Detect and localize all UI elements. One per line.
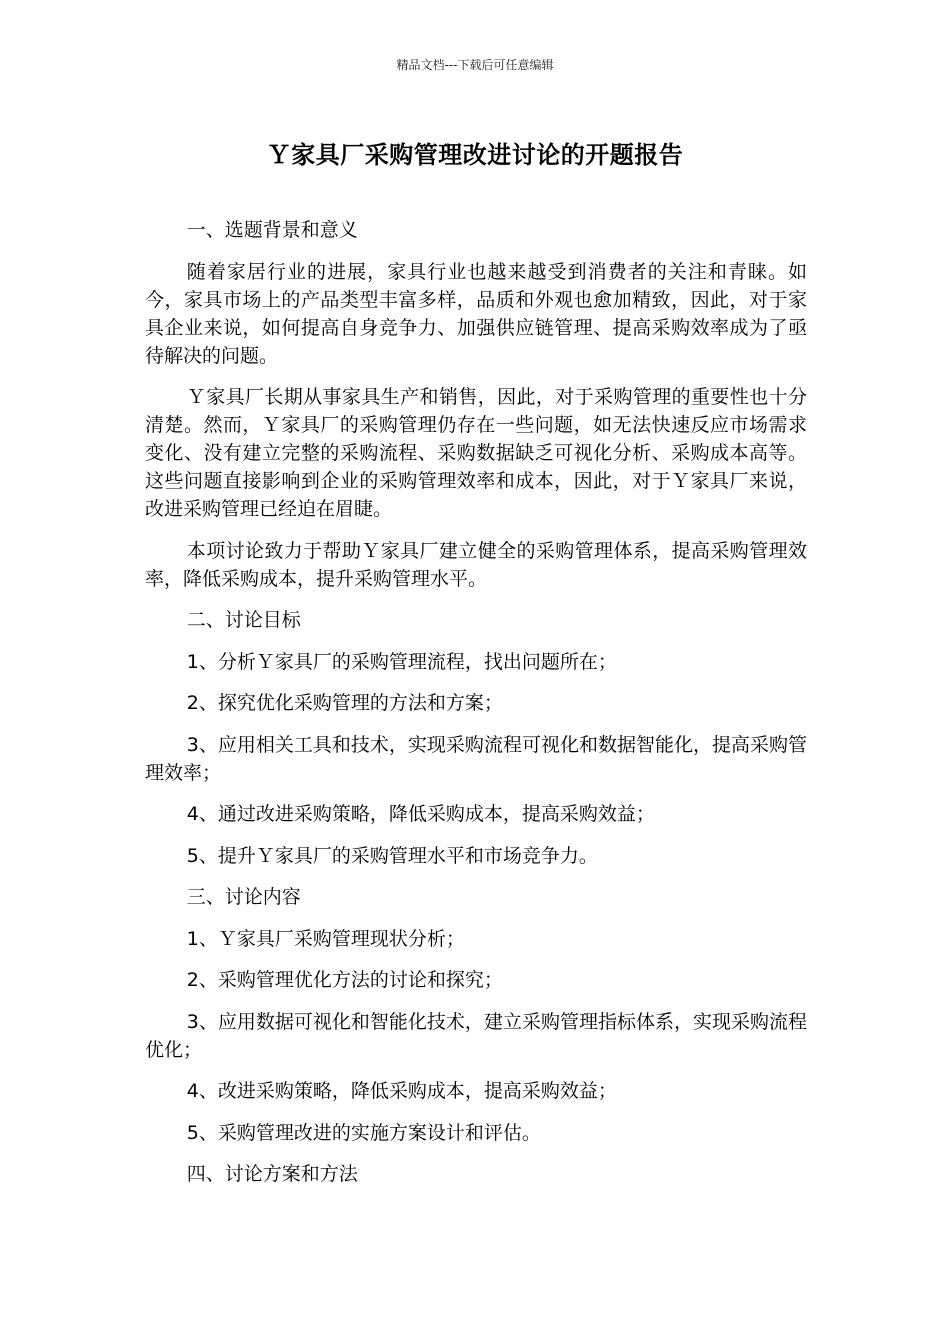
content-item-4: 4、改进采购策略，降低采购成本，提高采购效益； <box>186 1080 617 1102</box>
content-item-2: 2、采购管理优化方法的讨论和探究； <box>186 969 503 991</box>
paragraph-research-purpose: 本项讨论致力于帮助Ｙ家具厂建立健全的采购管理体系，提高采购管理效率，降低采购成本，提升采购管理水平。 <box>145 539 807 590</box>
section-heading-content: 三、讨论内容 <box>186 886 301 908</box>
page-header: 精品文档---下载后可任意编辑 <box>396 58 554 72</box>
document-title: Ｙ家具厂采购管理改进讨论的开题报告 <box>266 141 684 169</box>
paragraph-company-problems: Ｙ家具厂长期从事家具生产和销售，因此，对于采购管理的重要性也十分清楚。然而，Ｙ家具厂的采购管理仍存在一些问题，如无法快速反应市场需求变化、没有建立完整的采购流程、采购数据缺乏可视化分析、采购成本高等。这些问题直接影响到企业的采购管理效率和成本，因此，对于Ｙ家具厂来说，改进采购管理已经迫在眉睫。 <box>145 386 807 520</box>
objective-item-1: 1、分析Ｙ家具厂的采购管理流程，找出问题所在； <box>186 650 617 673</box>
section-heading-objectives: 二、讨论目标 <box>186 609 301 631</box>
objective-item-5: 5、提升Ｙ家具厂的采购管理水平和市场竞争力。 <box>186 844 598 867</box>
content-item-5: 5、采购管理改进的实施方案设计和评估。 <box>186 1121 541 1144</box>
content-item-3: 3、应用数据可视化和智能化技术，建立采购管理指标体系，实现采购流程优化； <box>145 1010 807 1061</box>
section-heading-methods: 四、讨论方案和方法 <box>186 1163 358 1185</box>
objective-item-3: 3、应用相关工具和技术，实现采购流程可视化和数据智能化，提高采购管理效率； <box>145 733 807 784</box>
document-body <box>145 216 807 1202</box>
objective-item-4: 4、通过改进采购策略，降低采购成本，提高采购效益； <box>186 803 655 825</box>
objective-item-2: 2、探究优化采购管理的方法和方案； <box>186 692 503 714</box>
section-heading-background: 一、选题背景和意义 <box>186 219 358 241</box>
paragraph-industry-context: 随着家居行业的进展，家具行业也越来越受到消费者的关注和青睐。如今，家具市场上的产品类型丰富多样，品质和外观也愈加精致，因此，对于家具企业来说，如何提高自身竞争力、加强供应链管理、提高采购效率成为了亟待解决的问题。 <box>145 260 807 367</box>
content-item-1: 1、Ｙ家具厂采购管理现状分析； <box>186 927 465 950</box>
